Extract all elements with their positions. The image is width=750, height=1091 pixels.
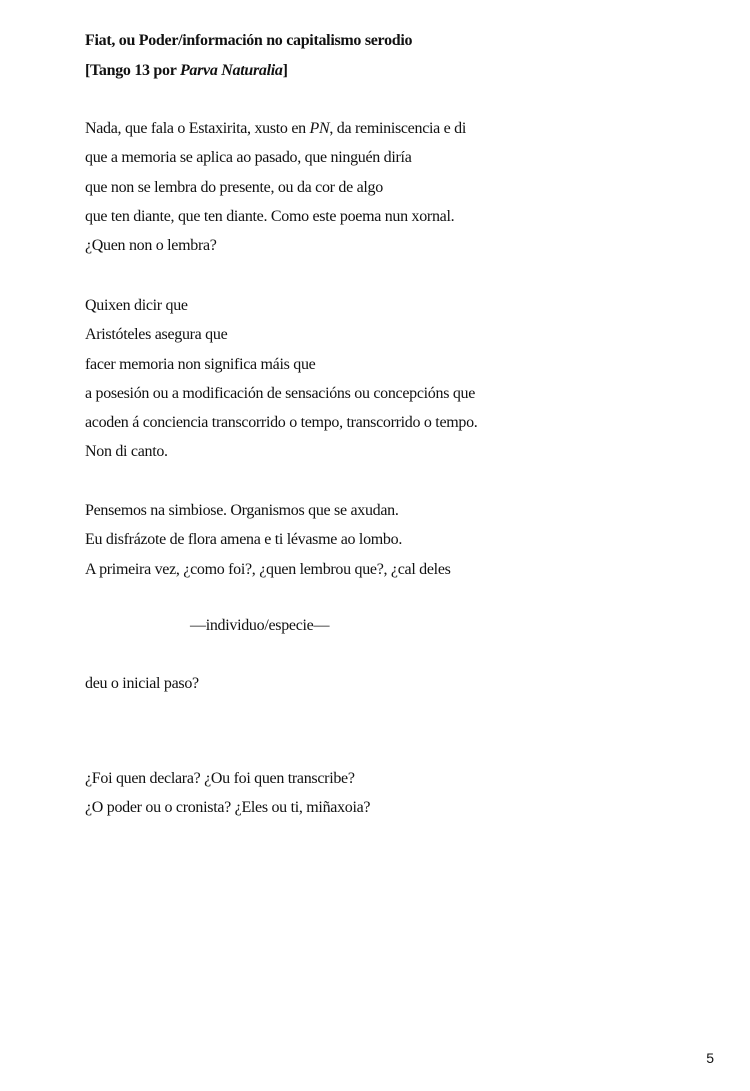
line-text: , da reminiscencia e di	[329, 120, 466, 137]
page-number: 5	[706, 1050, 714, 1066]
stanza-line: ¿O poder ou o cronista? ¿Eles ou ti, miñaxoia?	[85, 799, 371, 817]
poem-title	[85, 31, 412, 51]
stanza-line: Pensemos na simbiose. Organismos que se axudan.	[85, 502, 399, 519]
stanza-4	[85, 764, 370, 823]
stanza-line: Quixen dicir que	[85, 297, 188, 314]
stanza-line: que ten diante, que ten diante. Como este poema nun xornal.	[85, 207, 455, 225]
stanza-line: ¿Quen non o lembra?	[85, 237, 217, 255]
stanza-line: Aristóteles asegura que	[85, 326, 228, 344]
stanza-line: facer memoria non significa máis que	[85, 355, 316, 373]
stanza-line: que a memoria se aplica ao pasado, que ninguén diría	[85, 149, 412, 167]
single-line: deu o inicial paso?	[85, 675, 199, 692]
stanza-line: acoden á conciencia transcorrido o tempo, transcorrido o tempo.	[85, 414, 478, 432]
stanza-line: Non di canto.	[85, 443, 168, 461]
stanza-line	[85, 114, 466, 143]
stanza-line: Eu disfrázote de flora amena e ti lévasme ao lombo.	[85, 531, 403, 549]
poem-subtitle	[85, 61, 288, 81]
stanza-1	[85, 114, 466, 260]
subtitle-suffix: ]	[282, 62, 288, 79]
stanza-line: que non se lembra do presente, ou da cor de algo	[85, 178, 383, 196]
line-italic-text: PN	[309, 120, 330, 137]
line-text: Nada, que fala o Estaxirita, xusto en	[85, 120, 310, 137]
poem-title-text: Fiat, ou Poder/información no capitalismo serodio	[85, 32, 413, 49]
indented-line: —individuo/especie—	[190, 617, 330, 634]
subtitle-italic-work: Parva Naturalia	[179, 62, 283, 79]
subtitle-prefix: [Tango 13 por	[85, 62, 180, 79]
stanza-2	[85, 291, 478, 467]
stanza-3	[85, 496, 451, 584]
stanza-line: ¿Foi quen declara? ¿Ou foi quen transcribe?	[85, 770, 355, 787]
stanza-line: a posesión ou a modificación de sensacións ou concepcións que	[85, 384, 476, 402]
stanza-line: A primeira vez, ¿como foi?, ¿quen lembrou que?, ¿cal deles	[85, 560, 451, 578]
